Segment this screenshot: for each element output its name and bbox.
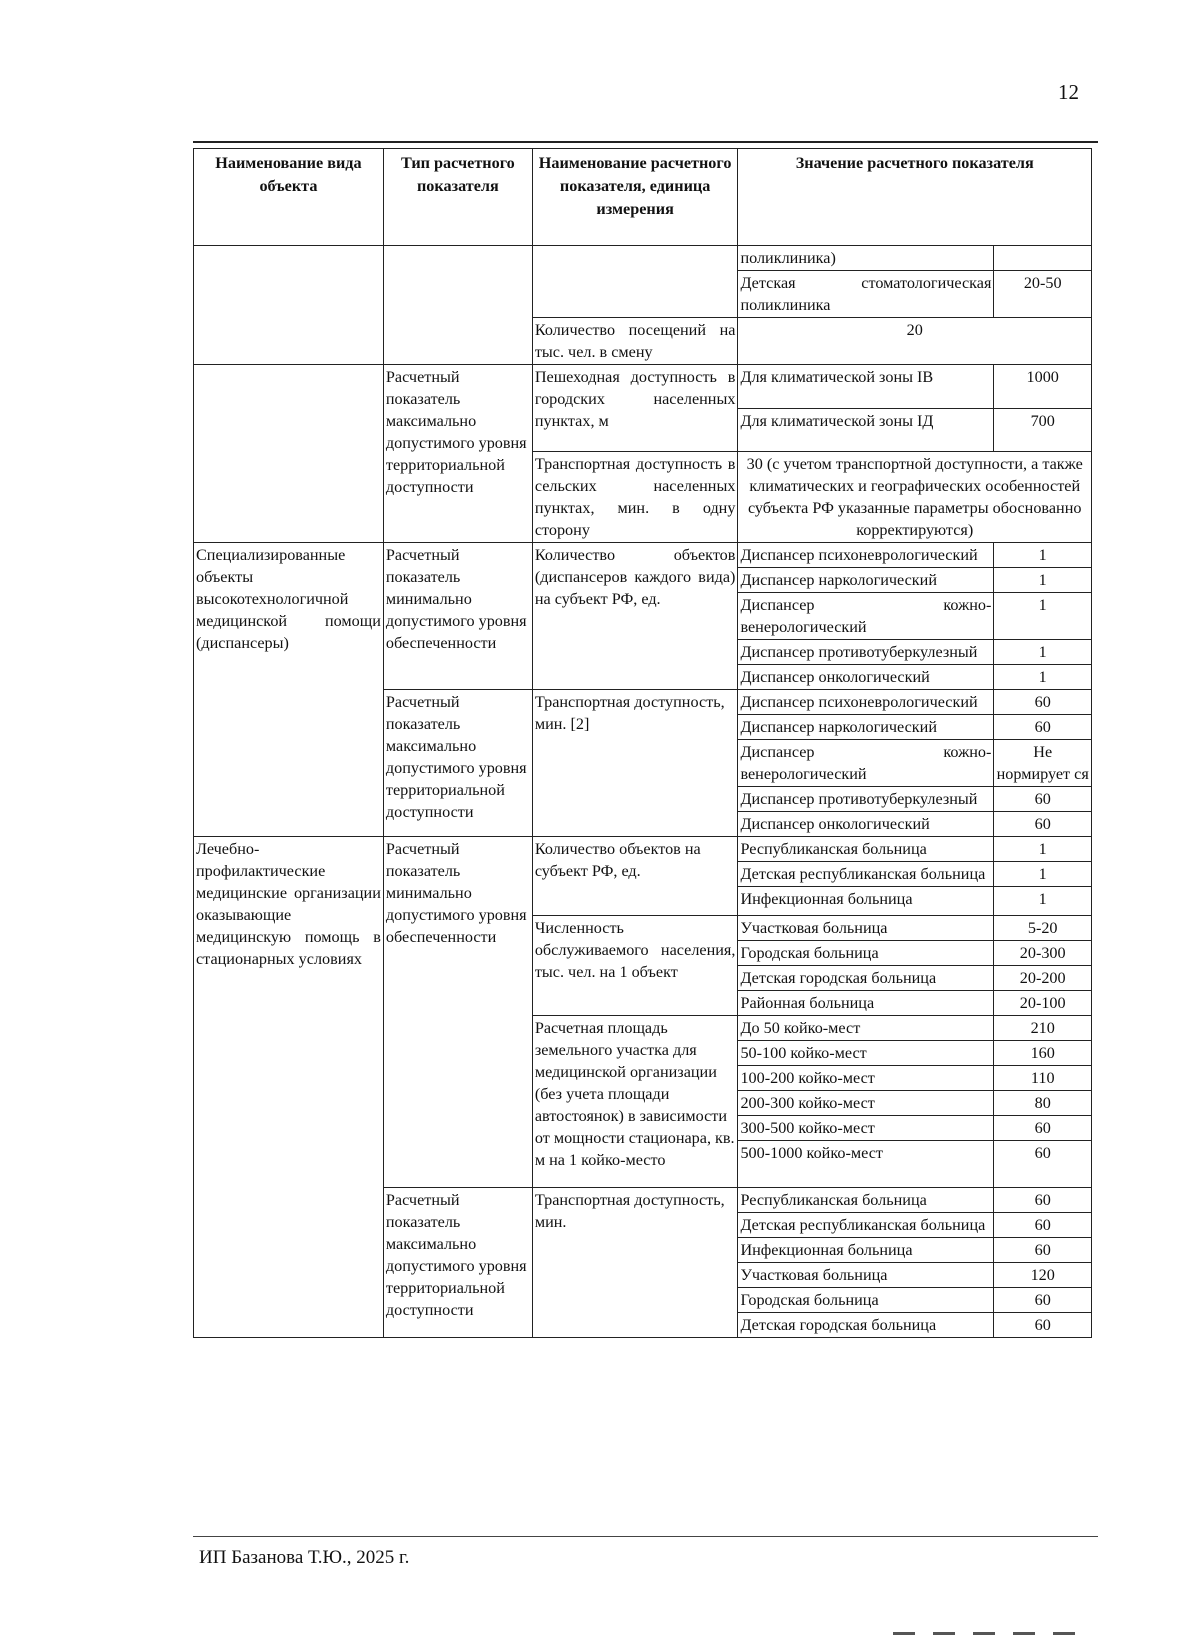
value-cell: 1 [994,665,1092,690]
value-cell: 60 [994,1288,1092,1313]
value-label-cell: 50-100 койко-мест [738,1041,994,1066]
indicator-name-cell: Количество объектов (диспансеров каждого вида) на субъект РФ, ед. [532,543,738,690]
value-label-cell: Диспансер наркологический [738,715,994,740]
value-cell: 1 [994,862,1092,887]
value-label-cell: Участковая больница [738,916,994,941]
value-label-cell: 100-200 койко-мест [738,1066,994,1091]
value-cell: 120 [994,1263,1092,1288]
value-label-cell: Диспансер онкологический [738,665,994,690]
value-cell: 60 [994,1313,1092,1338]
indicator-name-cell: Транспортная доступность, мин. [532,1188,738,1338]
value-label-cell: Диспансер психоневрологический [738,543,994,568]
indicator-name-cell: Пешеходная доступность в городских населенных пунктах, м [532,365,738,452]
value-cell: 210 [994,1016,1092,1041]
scan-artifact-marks [893,1622,1133,1627]
value-cell: 60 [994,715,1092,740]
value-cell: 20 [738,318,1092,365]
value-cell: 20-100 [994,991,1092,1016]
value-cell: 110 [994,1066,1092,1091]
table-row [194,365,1092,409]
object-type-cell: Лечебно-профилактические медицинские организации оказывающие медицинскую помощь в стационарных условиях [194,837,384,1338]
indicator-name-cell [532,246,738,318]
value-label-cell: Детская городская больница [738,966,994,991]
value-cell: 60 [994,1188,1092,1213]
value-cell: 160 [994,1041,1092,1066]
value-label-cell: поликлиника) [738,246,994,271]
value-cell: 60 [994,1213,1092,1238]
value-label-cell: Диспансер онкологический [738,812,994,837]
value-label-cell: Инфекционная больница [738,887,994,916]
value-cell [994,246,1092,271]
value-cell: 1 [994,640,1092,665]
value-cell: 20-50 [994,271,1092,318]
header-object-type: Наименование вида объекта [194,149,384,246]
footer-rule [193,1536,1098,1537]
value-label-cell: 300-500 койко-мест [738,1116,994,1141]
value-cell: 60 [994,690,1092,715]
header-rule [193,141,1098,143]
header-indicator-name: Наименование расчетного показателя, единица измерения [532,149,738,246]
table-header-row [194,149,1092,246]
indicator-type-cell: Расчетный показатель максимально допустимого уровня территориальной доступности [383,365,532,543]
indicator-name-cell: Расчетная площадь земельного участка для медицинской организации (без учета площади автостоянок) в зависимости от мощности стационара, кв. м на 1 койко-место [532,1016,738,1188]
value-cell: 1 [994,543,1092,568]
value-label-cell: До 50 койко-мест [738,1016,994,1041]
value-cell: Не нормирует ся [994,740,1092,787]
indicator-type-cell [383,246,532,365]
object-type-cell [194,365,384,543]
value-label-cell: Детская городская больница [738,1313,994,1338]
indicator-type-cell: Расчетный показатель максимально допустимого уровня территориальной доступности [383,1188,532,1338]
value-cell: 1 [994,593,1092,640]
header-indicator-value: Значение расчетного показателя [738,149,1092,246]
value-label-cell: Городская больница [738,1288,994,1313]
value-cell: 60 [994,1238,1092,1263]
object-type-cell: Специализированные объекты высокотехнологичной медицинской помощи (диспансеры) [194,543,384,837]
indicators-table [193,148,1092,1338]
value-label-cell: Детская стоматологическая поликлиника [738,271,994,318]
value-cell: 5-20 [994,916,1092,941]
value-label-cell: Диспансер кожно-венерологический [738,593,994,640]
value-cell: 1000 [994,365,1092,409]
indicator-name-cell: Количество объектов на субъект РФ, ед. [532,837,738,916]
value-label-cell: Диспансер наркологический [738,568,994,593]
object-type-cell [194,246,384,365]
value-label-cell: Инфекционная больница [738,1238,994,1263]
value-cell: 1 [994,887,1092,916]
indicator-type-cell: Расчетный показатель минимально допустимого уровня обеспеченности [383,543,532,690]
value-cell: 30 (с учетом транспортной доступности, а также климатических и географических особенностей субъекта РФ указанные параметры обоснованно корректируются) [738,452,1092,543]
value-cell: 60 [994,1141,1092,1188]
indicator-type-cell: Расчетный показатель минимально допустимого уровня обеспеченности [383,837,532,1188]
value-label-cell: Детская республиканская больница [738,1213,994,1238]
value-label-cell: Районная больница [738,991,994,1016]
value-label-cell: 500-1000 койко-мест [738,1141,994,1188]
value-label-cell: Диспансер противотуберкулезный [738,640,994,665]
value-cell: 60 [994,787,1092,812]
page-number: 12 [1058,80,1079,104]
footer-text: ИП Базанова Т.Ю., 2025 г. [199,1547,410,1568]
value-label-cell: Диспансер противотуберкулезный [738,787,994,812]
value-cell: 60 [994,1116,1092,1141]
value-label-cell: Детская республиканская больница [738,862,994,887]
indicator-name-cell: Транспортная доступность в сельских населенных пунктах, мин. в одну сторону [532,452,738,543]
value-cell: 1 [994,837,1092,862]
value-label-cell: Диспансер кожно-венерологический [738,740,994,787]
value-label-cell: Республиканская больница [738,1188,994,1213]
value-cell: 20-200 [994,966,1092,991]
table-row [194,837,1092,862]
value-cell: 1 [994,568,1092,593]
value-label-cell: Для климатической зоны IВ [738,365,994,409]
indicator-type-cell: Расчетный показатель максимально допустимого уровня территориальной доступности [383,690,532,837]
indicator-name-cell: Транспортная доступность, мин. [2] [532,690,738,837]
indicator-name-cell: Количество посещений на тыс. чел. в смену [532,318,738,365]
value-label-cell: Диспансер психоневрологический [738,690,994,715]
table-row [194,246,1092,271]
value-label-cell: Участковая больница [738,1263,994,1288]
value-label-cell: Городская больница [738,941,994,966]
value-cell: 700 [994,408,1092,452]
header-indicator-type: Тип расчетного показателя [383,149,532,246]
value-label-cell: Для климатической зоны IД [738,408,994,452]
value-label-cell: Республиканская больница [738,837,994,862]
value-cell: 60 [994,812,1092,837]
indicator-name-cell: Численность обслуживаемого населения, тыс. чел. на 1 объект [532,916,738,1016]
value-cell: 20-300 [994,941,1092,966]
value-cell: 80 [994,1091,1092,1116]
value-label-cell: 200-300 койко-мест [738,1091,994,1116]
table-row [194,543,1092,568]
